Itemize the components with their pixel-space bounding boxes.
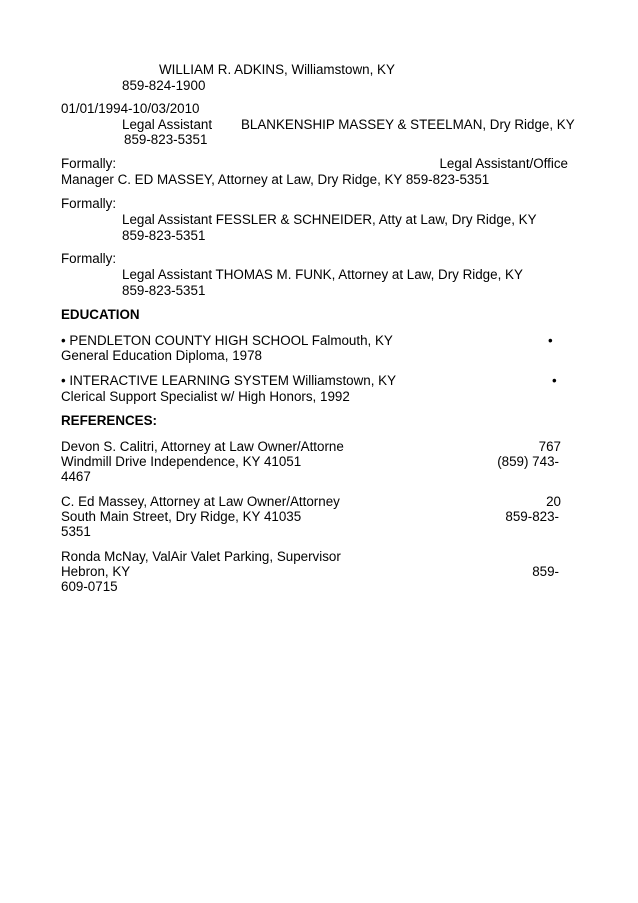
job-prefix: Formally:	[61, 196, 117, 211]
reference-line-right: 859-	[532, 564, 559, 579]
education-detail: Clerical Support Specialist w/ High Honors, 1992	[61, 389, 350, 404]
job-title: Legal Assistant	[122, 117, 213, 132]
job-phone: 859-823-5351	[122, 228, 206, 243]
employer-phone: 859-824-1900	[122, 78, 206, 93]
education-school: • PENDLETON COUNTY HIGH SCHOOL Falmouth, KY	[61, 333, 393, 348]
reference-line: Hebron, KY	[61, 564, 131, 579]
reference-line: Windmill Drive Independence, KY 41051	[61, 454, 302, 469]
job-phone: 859-823-5351	[122, 283, 206, 298]
reference-line: 4467	[61, 469, 91, 484]
reference-line-right: 859-823-	[505, 509, 559, 524]
reference-line-right: 20	[546, 494, 561, 509]
reference-line: Ronda McNay, ValAir Valet Parking, Supervisor	[61, 549, 341, 564]
education-detail: General Education Diploma, 1978	[61, 348, 262, 363]
reference-line-right: (859) 743-	[497, 454, 559, 469]
reference-line: C. Ed Massey, Attorney at Law Owner/Attorney	[61, 494, 340, 509]
job-employer: BLANKENSHIP MASSEY & STEELMAN, Dry Ridge, KY	[241, 117, 575, 132]
bullet-icon: •	[548, 333, 553, 348]
job-detail-line: Legal Assistant THOMAS M. FUNK, Attorney at Law, Dry Ridge, KY	[122, 267, 523, 282]
job-prefix: Formally:	[61, 156, 117, 171]
job-prefix: Formally:	[61, 251, 117, 266]
reference-line: 5351	[61, 524, 91, 539]
job-dates: 01/01/1994-10/03/2010	[61, 101, 200, 116]
bullet-icon: •	[552, 373, 557, 388]
reference-line: South Main Street, Dry Ridge, KY 41035	[61, 509, 302, 524]
reference-line: 609-0715	[61, 579, 118, 594]
reference-line: Devon S. Calitri, Attorney at Law Owner/Attorne	[61, 439, 344, 454]
job-phone: 859-823-5351	[124, 132, 208, 147]
reference-line-right: 767	[538, 439, 561, 454]
job-detail-line: Manager C. ED MASSEY, Attorney at Law, Dry Ridge, KY 859-823-5351	[61, 172, 490, 187]
education-school: • INTERACTIVE LEARNING SYSTEM Williamstown, KY	[61, 373, 397, 388]
employer-line: WILLIAM R. ADKINS, Williamstown, KY	[159, 62, 395, 77]
job-title-right: Legal Assistant/Office	[439, 156, 568, 171]
education-heading: EDUCATION	[61, 307, 140, 322]
job-detail-line: Legal Assistant FESSLER & SCHNEIDER, Atty at Law, Dry Ridge, KY	[122, 212, 537, 227]
references-heading: REFERENCES:	[61, 413, 157, 428]
